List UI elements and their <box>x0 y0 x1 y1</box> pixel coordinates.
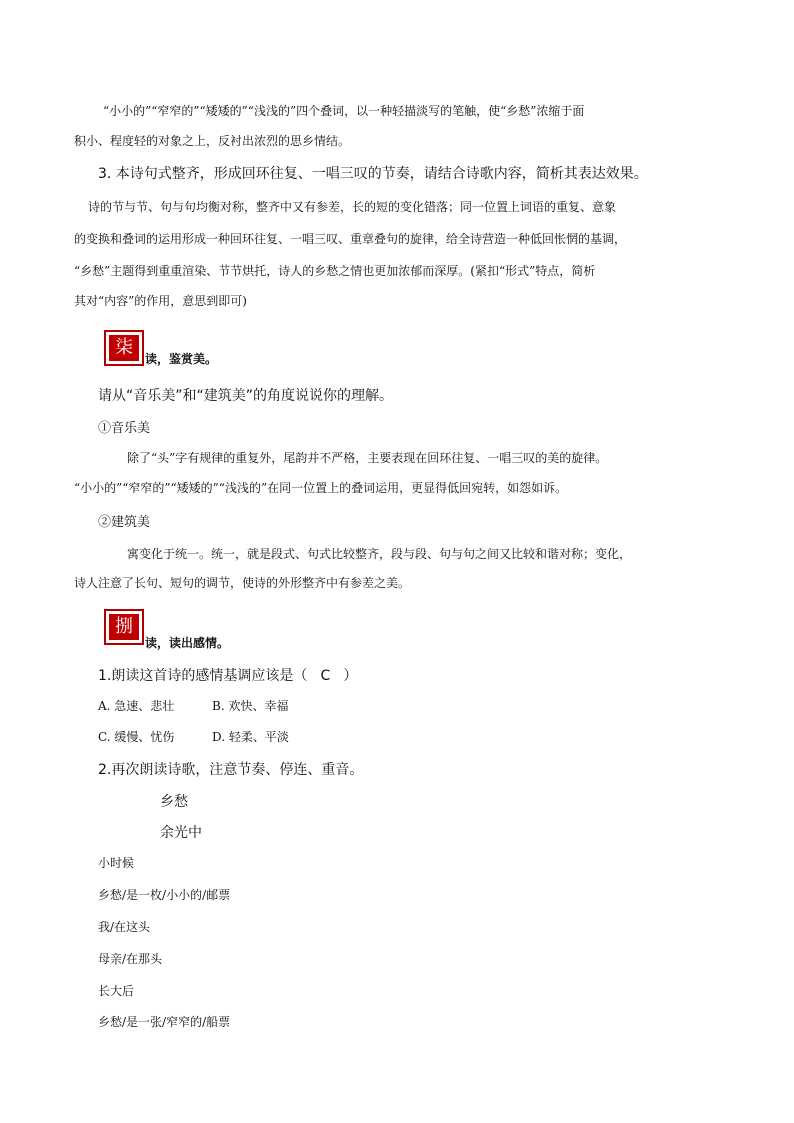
section-title: 读，读出感情。 <box>145 636 230 650</box>
prompt: 请从“音乐美”和“建筑美”的角度说说你的理解。 <box>98 388 394 404</box>
poem-line: 乡愁/是一枚/小小的/邮票 <box>98 888 231 902</box>
answer-letter: C <box>320 668 331 684</box>
section-seal-icon <box>104 330 144 366</box>
question-text: 1.朗读这首诗的感情基调应该是（ <box>98 668 308 684</box>
subheading-architecture: ②建筑美 <box>98 515 151 530</box>
paragraph-line: “小小的”“窄窄的”“矮矮的”“浅浅的”四个叠词，以一种轻描淡写的笔触，使“乡愁”浓缩于面 <box>103 104 585 118</box>
poem-line: 乡愁/是一张/窄窄的/船票 <box>98 1015 231 1029</box>
question-2: 2.再次朗读诗歌，注意节奏、停连、重音。 <box>98 762 364 778</box>
poem-line: 小时候 <box>98 856 135 870</box>
music-line: “小小的”“窄窄的”“矮矮的”“浅浅的”在同一位置上的叠词运用，更显得低回宛转，如怨如诉。 <box>74 481 568 495</box>
architecture-line: 诗人注意了长句、短句的调节，使诗的外形整齐中有参差之美。 <box>74 576 411 590</box>
option-b: B. 欢快、幸福 <box>212 699 289 713</box>
section-title: 读，鉴赏美。 <box>145 352 218 366</box>
question-1 <box>98 665 357 685</box>
option-c: C. 缓慢、忧伤 <box>98 730 175 744</box>
poem-title: 乡愁 <box>160 794 188 810</box>
option-d: D. 轻柔、平淡 <box>212 730 289 744</box>
answer-line: 诗的节与节、句与句均衡对称，整齐中又有参差，长的短的变化错落；同一位置上词语的重复、意象 <box>88 200 617 214</box>
answer-line: 其对“内容”的作用，意思到即可) <box>74 294 247 308</box>
question-3: 3. 本诗句式整齐，形成回环往复、一唱三叹的节奏，请结合诗歌内容，简析其表达效果。 <box>98 166 648 182</box>
poem-line: 我/在这头 <box>98 920 151 934</box>
poem-line: 长大后 <box>98 984 135 998</box>
answer-line: 的变换和叠词的运用形成一种回环往复、一唱三叹、重章叠句的旋律，给全诗营造一种低回怅惘的基调， <box>74 232 627 246</box>
poem-author: 余光中 <box>160 825 202 841</box>
seal-character: 捌 <box>109 614 139 640</box>
paragraph-line: 积小、程度轻的对象之上，反衬出浓烈的思乡情结。 <box>74 134 351 148</box>
architecture-line: 寓变化于统一。统一，就是段式、句式比较整齐，段与段、句与句之间又比较和谐对称；变化， <box>127 547 632 561</box>
option-a: A. 急速、悲壮 <box>98 699 175 713</box>
section-seal-icon <box>104 609 144 645</box>
seal-character: 柒 <box>109 335 139 361</box>
question-close: ） <box>343 668 358 684</box>
answer-line: “乡愁”主题得到重重渲染、节节烘托，诗人的乡愁之情也更加浓郁而深厚。(紧扣“形式”特点，简析 <box>74 264 596 278</box>
subheading-music: ①音乐美 <box>98 421 151 436</box>
music-line: 除了“头”字有规律的重复外，尾韵并不严格，主要表现在回环往复、一唱三叹的美的旋律。 <box>127 451 608 465</box>
poem-line: 母亲/在那头 <box>98 952 163 966</box>
